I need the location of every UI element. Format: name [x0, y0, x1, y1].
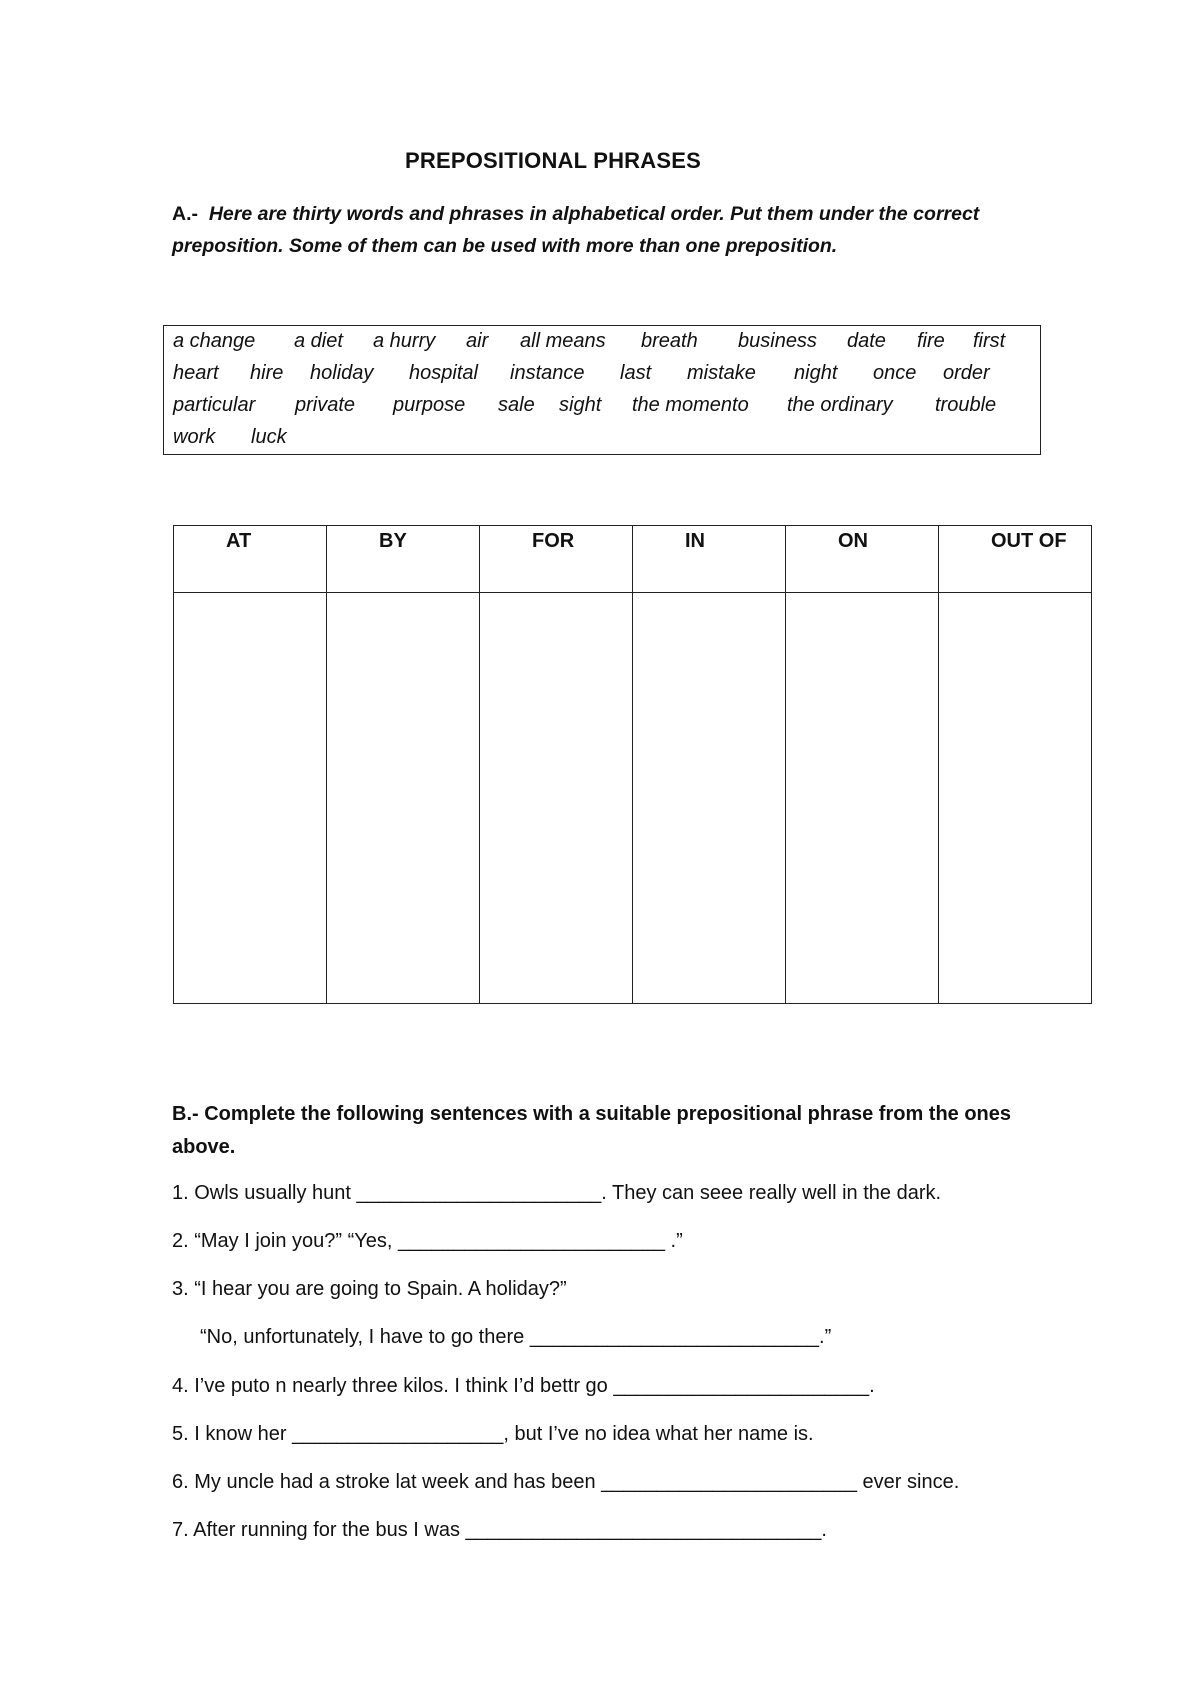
word-item: business: [738, 330, 817, 352]
word-item: hospital: [409, 362, 478, 384]
word-item: heart: [173, 362, 219, 384]
sentence-2: 2. “May I join you?” “Yes, ________________________ .”: [172, 1230, 683, 1252]
word-item: hire: [250, 362, 284, 384]
word-item: sight: [559, 394, 602, 416]
answer-cell-in[interactable]: [633, 593, 786, 1004]
header-cell-by: BY: [327, 526, 480, 593]
preposition-table: [173, 525, 1092, 1004]
word-item: trouble: [935, 394, 997, 416]
sentence-4: 4. I’ve puto n nearly three kilos. I think I’d bettr go _______________________.: [172, 1375, 875, 1397]
answer-cell-on[interactable]: [786, 593, 939, 1004]
header-cell-for: FOR: [480, 526, 633, 593]
answer-cell-for[interactable]: [480, 593, 633, 1004]
word-item: date: [847, 330, 886, 352]
sentence-1: 1. Owls usually hunt ______________________. They can seee really well in the dark.: [172, 1182, 942, 1204]
table-header-row: [174, 526, 1092, 593]
page-title: PREPOSITIONAL PHRASES: [405, 148, 701, 173]
word-item: holiday: [310, 362, 374, 384]
word-item: the momento: [632, 394, 749, 416]
word-item: a change: [173, 330, 256, 352]
word-item: last: [620, 362, 652, 384]
sentence-3-continuation: “No, unfortunately, I have to go there __________________________.”: [200, 1326, 832, 1348]
word-item: a hurry: [373, 330, 436, 352]
word-item: mistake: [687, 362, 756, 384]
word-item: first: [973, 330, 1006, 352]
word-item: the ordinary: [787, 394, 893, 416]
word-item: private: [295, 394, 356, 416]
sentence-3: 3. “I hear you are going to Spain. A holiday?”: [172, 1278, 567, 1300]
table-answer-row: [174, 593, 1092, 1004]
word-item: sale: [498, 394, 535, 416]
sentence-7: 7. After running for the bus I was ________________________________.: [172, 1519, 827, 1541]
word-item: air: [466, 330, 489, 352]
word-bank-box: [163, 325, 1041, 455]
section-b-heading: B.- Complete the following sentences with a suitable prepositional phrase from the ones above.: [172, 1103, 1012, 1158]
section-a-label: A.-: [172, 203, 198, 225]
answer-cell-by[interactable]: [327, 593, 480, 1004]
header-cell-in: IN: [633, 526, 786, 593]
header-cell-at: AT: [174, 526, 327, 593]
word-item: purpose: [393, 394, 466, 416]
word-item: all means: [520, 330, 606, 352]
answer-cell-out-of[interactable]: [939, 593, 1092, 1004]
answer-cell-at[interactable]: [174, 593, 327, 1004]
header-cell-on: ON: [786, 526, 939, 593]
sentence-5: 5. I know her ___________________, but I’ve no idea what her name is.: [172, 1423, 814, 1445]
section-a-text: Here are thirty words and phrases in alphabetical order. Put them under the correct preposition. Some of them can be used with more than one preposition.: [172, 203, 980, 257]
sentence-6: 6. My uncle had a stroke lat week and has been _______________________ ever since.: [172, 1471, 960, 1493]
word-item: fire: [917, 330, 945, 352]
word-item: night: [794, 362, 838, 384]
section-a-instruction: [172, 198, 1032, 262]
word-item: instance: [510, 362, 585, 384]
header-cell-out-of: OUT OF: [939, 526, 1092, 593]
word-item: breath: [641, 330, 698, 352]
word-item: luck: [251, 426, 287, 448]
word-item: once: [873, 362, 917, 384]
word-item: a diet: [294, 330, 343, 352]
word-item: particular: [173, 394, 256, 416]
word-item: work: [173, 426, 216, 448]
word-item: order: [943, 362, 990, 384]
